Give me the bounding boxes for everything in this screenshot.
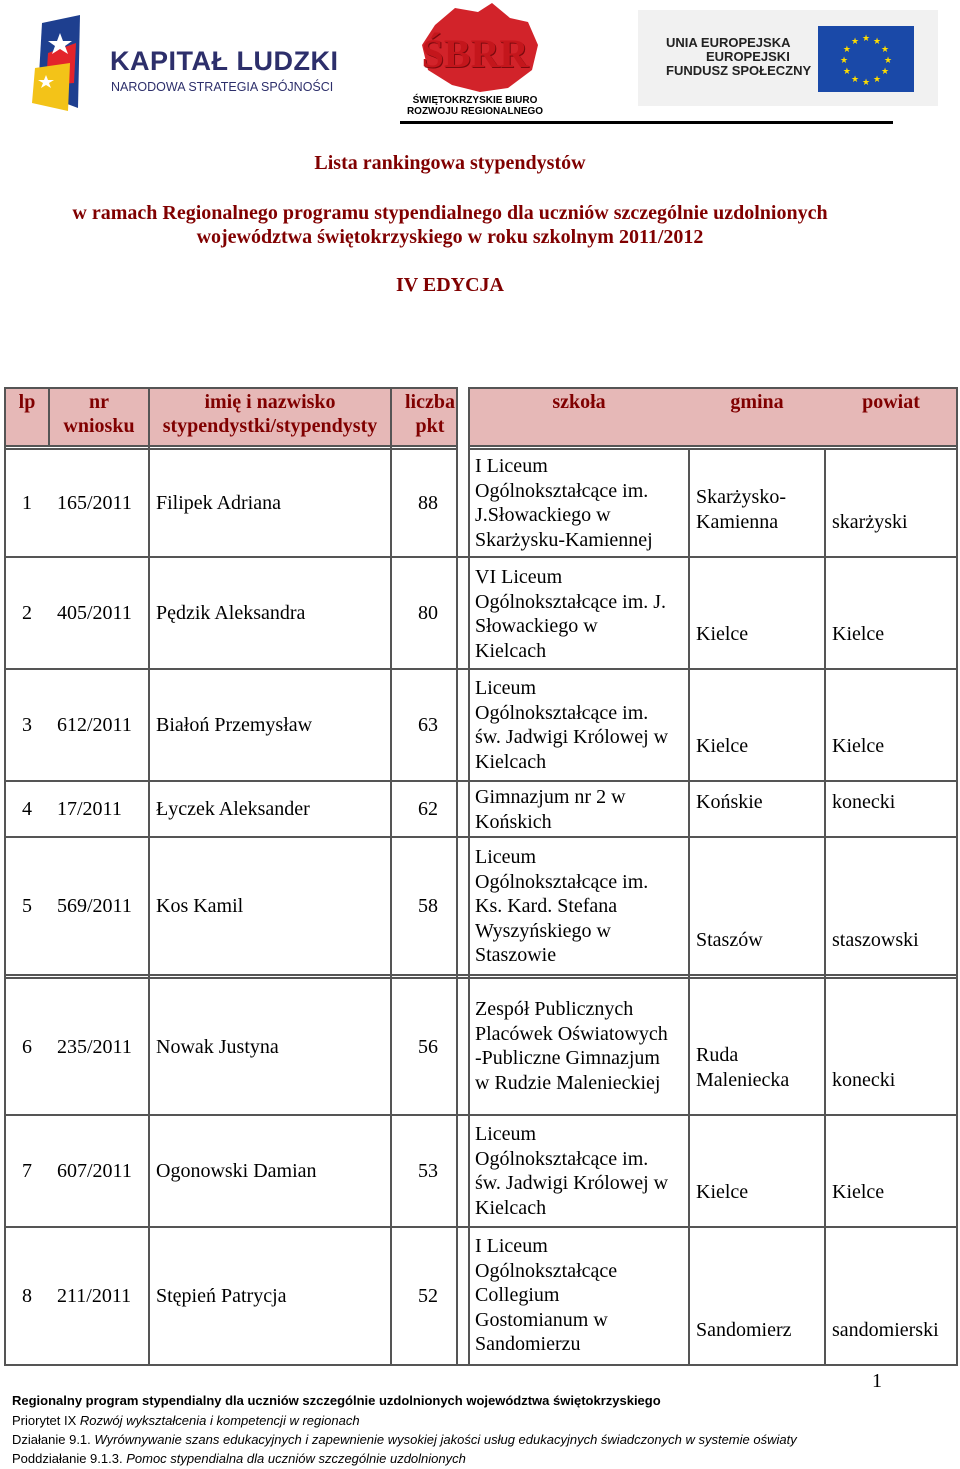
eu-star-icon: ★ — [861, 34, 871, 44]
row-school-line: Gostomianum w — [475, 1308, 608, 1331]
header-powiat: powiat — [862, 391, 920, 413]
row-school-line: I Liceum — [475, 1235, 548, 1257]
row-school-line: Zespół Publicznych — [475, 998, 634, 1020]
grid-line — [824, 448, 826, 1366]
grid-line — [468, 387, 470, 1366]
row-lp: 1 — [22, 492, 32, 514]
row-school-line: Ogólnokształcące im. — [475, 701, 649, 724]
row-school-line: Końskich — [475, 810, 552, 833]
row-powiat: Kielce — [832, 734, 885, 757]
row-gmina-line: Końskie — [696, 790, 763, 813]
footer-priority-text: Rozwój wykształcenia i kompetencji w regionach — [79, 1413, 360, 1428]
row-school-line: w Rudzie Malenieckiej — [475, 1071, 661, 1094]
eu-star-icon: ★ — [842, 45, 851, 55]
row-application-number: 405/2011 — [57, 602, 132, 624]
row-school-line: Ogólnokształcące im. — [475, 479, 649, 502]
row-powiat: konecki — [832, 790, 896, 813]
sbrr-logo — [400, 0, 550, 122]
row-school-line: Słowackiego w — [475, 615, 598, 637]
row-school-line: Ogólnokształcące im. J. — [475, 590, 667, 613]
row-school-line: Sandomierzu — [475, 1333, 581, 1355]
header-points-line1: liczba — [405, 391, 455, 413]
footer-line-4 — [12, 1451, 466, 1466]
row-lp: 3 — [22, 714, 32, 736]
footer-subaction-text: Pomoc stypendialna dla uczniów szczególnie uzdolnionych — [126, 1451, 466, 1466]
eu-star-icon: ★ — [842, 67, 851, 77]
row-gmina-line: Kielce — [696, 1180, 749, 1203]
row-school-line: I Liceum — [475, 455, 548, 477]
eu-star-icon: ★ — [883, 56, 893, 66]
footer-subaction-label: Poddziałanie 9.1.3. — [12, 1451, 123, 1466]
header-name-line1: imię i nazwisko — [204, 391, 336, 413]
edition-label: IV EDYCJA — [396, 274, 504, 296]
row-gmina-line: Ruda — [696, 1044, 739, 1066]
eu-star-icon: ★ — [872, 36, 882, 47]
row-lp: 7 — [22, 1160, 32, 1182]
row-lp: 8 — [22, 1285, 32, 1307]
row-school-line: J.Słowackiego w — [475, 504, 611, 526]
sbrr-subtitle — [400, 95, 550, 117]
row-name: Kos Kamil — [156, 895, 244, 917]
row-school-line: Ogólnokształcące im. — [475, 1147, 649, 1170]
row-points: 63 — [418, 714, 438, 736]
header-nr-line2: wniosku — [63, 415, 135, 437]
footer-priority-label: Priorytet IX — [12, 1413, 77, 1428]
row-school-line: Skarżysku-Kamiennej — [475, 528, 653, 551]
eu-line1: UNIA EUROPEJSKA — [666, 35, 791, 50]
footer-line-1 — [12, 1393, 661, 1408]
row-lp: 2 — [22, 602, 32, 624]
row-name: Ogonowski Damian — [156, 1160, 317, 1182]
row-name: Pędzik Aleksandra — [156, 602, 306, 624]
grid-line — [468, 387, 958, 389]
eu-flag-icon — [818, 26, 914, 92]
row-school-line: Wyszyńskiego w — [475, 919, 611, 942]
grid-line — [956, 387, 958, 1366]
page-number: 1 — [872, 1370, 882, 1392]
row-gmina-line: Skarżysko- — [696, 486, 786, 508]
row-school-line: Ogólnokształcące im. — [475, 870, 649, 893]
title-line-2: województwa świętokrzyskiego w roku szkolnym 2011/2012 — [196, 226, 704, 248]
row-school-line: Liceum — [475, 1123, 537, 1145]
footer-action-label: Działanie 9.1. — [12, 1432, 91, 1447]
title-line-1: w ramach Regionalnego programu stypendialnego dla uczniów szczególnie uzdolnionych — [72, 202, 828, 224]
eu-logo — [638, 10, 938, 106]
header-points-line2: pkt — [415, 415, 445, 437]
row-gmina-line: Sandomierz — [696, 1318, 792, 1341]
header-gmina: gmina — [730, 391, 784, 413]
row-school-line: Ks. Kard. Stefana — [475, 895, 618, 917]
row-school-line: Gimnazjum nr 2 w — [475, 786, 626, 808]
row-name: Białoń Przemysław — [156, 714, 313, 736]
row-school-line: Collegium — [475, 1284, 560, 1306]
eu-text — [666, 36, 811, 78]
kapital-ludzki-logo — [30, 8, 360, 118]
row-school-line: św. Jadwigi Królowej w — [475, 726, 669, 748]
row-points: 53 — [418, 1160, 438, 1182]
row-name: Nowak Justyna — [156, 1035, 279, 1058]
row-school-line: Placówek Oświatowych — [475, 1022, 668, 1045]
row-school-line: -Publiczne Gimnazjum — [475, 1047, 660, 1069]
row-application-number: 607/2011 — [57, 1160, 132, 1182]
header-rule — [400, 121, 893, 124]
row-name: Łyczek Aleksander — [156, 798, 310, 820]
sbrr-subtitle-line1: ŚWIĘTOKRZYSKIE BIURO — [412, 95, 538, 106]
eu-star-icon: ★ — [881, 67, 890, 77]
eu-line2: EUROPEJSKI — [706, 49, 790, 64]
row-powiat: Kielce — [832, 622, 885, 645]
row-powiat: sandomierski — [832, 1318, 939, 1341]
grid-line — [688, 448, 690, 1366]
footer-line-2 — [12, 1413, 360, 1428]
row-points: 58 — [418, 895, 438, 917]
header-nr-line1: nr — [89, 391, 109, 413]
row-name: Filipek Adriana — [156, 492, 281, 514]
row-school-line: Staszowie — [475, 944, 557, 966]
sbrr-name: ŚBRR — [421, 31, 529, 76]
header-name-line2: stypendystki/stypendysty — [162, 415, 378, 437]
row-school-line: Kielcach — [475, 1196, 547, 1219]
row-gmina-line: Kielce — [696, 734, 749, 757]
row-lp: 4 — [22, 798, 32, 820]
grid-line — [148, 387, 150, 1366]
row-gmina-line: Kielce — [696, 622, 749, 645]
row-points: 62 — [418, 798, 438, 820]
row-school-line: św. Jadwigi Królowej w — [475, 1172, 669, 1194]
header-nr — [50, 390, 148, 438]
row-school-line: Liceum — [475, 846, 537, 868]
row-lp: 6 — [22, 1035, 32, 1058]
row-points: 88 — [418, 492, 438, 514]
eu-star-icon: ★ — [881, 45, 890, 55]
grid-line — [468, 448, 958, 450]
header-lp: lp — [18, 391, 36, 413]
row-gmina-line: Kamienna — [696, 510, 779, 533]
row-school-line: VI Liceum — [475, 566, 563, 588]
eu-star-icon: ★ — [861, 78, 871, 88]
grid-line — [456, 387, 458, 1366]
kapital-ludzki-title: KAPITAŁ LUDZKI — [110, 46, 339, 76]
row-school-line: Ogólnokształcące — [475, 1259, 618, 1282]
footer-line-3 — [12, 1432, 797, 1447]
eu-star-icon: ★ — [872, 75, 882, 86]
row-powiat: Kielce — [832, 1180, 885, 1203]
row-points: 80 — [418, 602, 438, 624]
grid-line — [468, 445, 958, 447]
kapital-ludzki-subtitle: NARODOWA STRATEGIA SPÓJNOŚCI — [111, 80, 334, 94]
row-application-number: 235/2011 — [57, 1035, 132, 1058]
row-powiat: staszowski — [832, 928, 919, 951]
header-points — [392, 390, 468, 438]
row-school-line: Kielcach — [475, 750, 547, 773]
row-lp: 5 — [22, 895, 32, 917]
row-points: 52 — [418, 1285, 438, 1307]
eu-line3: FUNDUSZ SPOŁECZNY — [666, 63, 812, 78]
row-school-line: Liceum — [475, 677, 537, 699]
grid-line — [4, 387, 6, 1366]
footer-action-text: Wyrównywanie szans edukacyjnych i zapewnienie wysokiej jakości usług edukacyjnych świadczonych w systemie oświaty — [94, 1432, 797, 1447]
row-school-line: Kielcach — [475, 639, 547, 662]
eu-star-icon: ★ — [839, 56, 849, 66]
footer-program: Regionalny program stypendialny dla uczniów szczególnie uzdolnionych województwa świętokrzyskiego — [12, 1393, 661, 1408]
header-name — [150, 390, 390, 438]
eu-star-icon: ★ — [850, 36, 860, 47]
row-name: Stępień Patrycja — [156, 1285, 287, 1307]
grid-line — [390, 387, 392, 1366]
row-application-number: 165/2011 — [57, 492, 132, 514]
row-application-number: 569/2011 — [57, 895, 132, 917]
row-application-number: 211/2011 — [57, 1285, 132, 1307]
row-points: 56 — [418, 1035, 438, 1058]
eu-star-icon: ★ — [850, 75, 860, 86]
row-powiat: konecki — [832, 1068, 896, 1091]
sbrr-subtitle-line2: ROZWOJU REGIONALNEGO — [406, 106, 544, 117]
row-powiat: skarżyski — [832, 510, 908, 533]
row-gmina-line: Maleniecka — [696, 1068, 790, 1091]
kapital-ludzki-emblem-icon — [30, 13, 110, 113]
row-application-number: 612/2011 — [57, 714, 132, 736]
row-gmina-line: Staszów — [696, 928, 763, 951]
row-application-number: 17/2011 — [57, 798, 122, 820]
page-title: Lista rankingowa stypendystów — [314, 152, 586, 174]
header-school: szkoła — [552, 391, 606, 413]
